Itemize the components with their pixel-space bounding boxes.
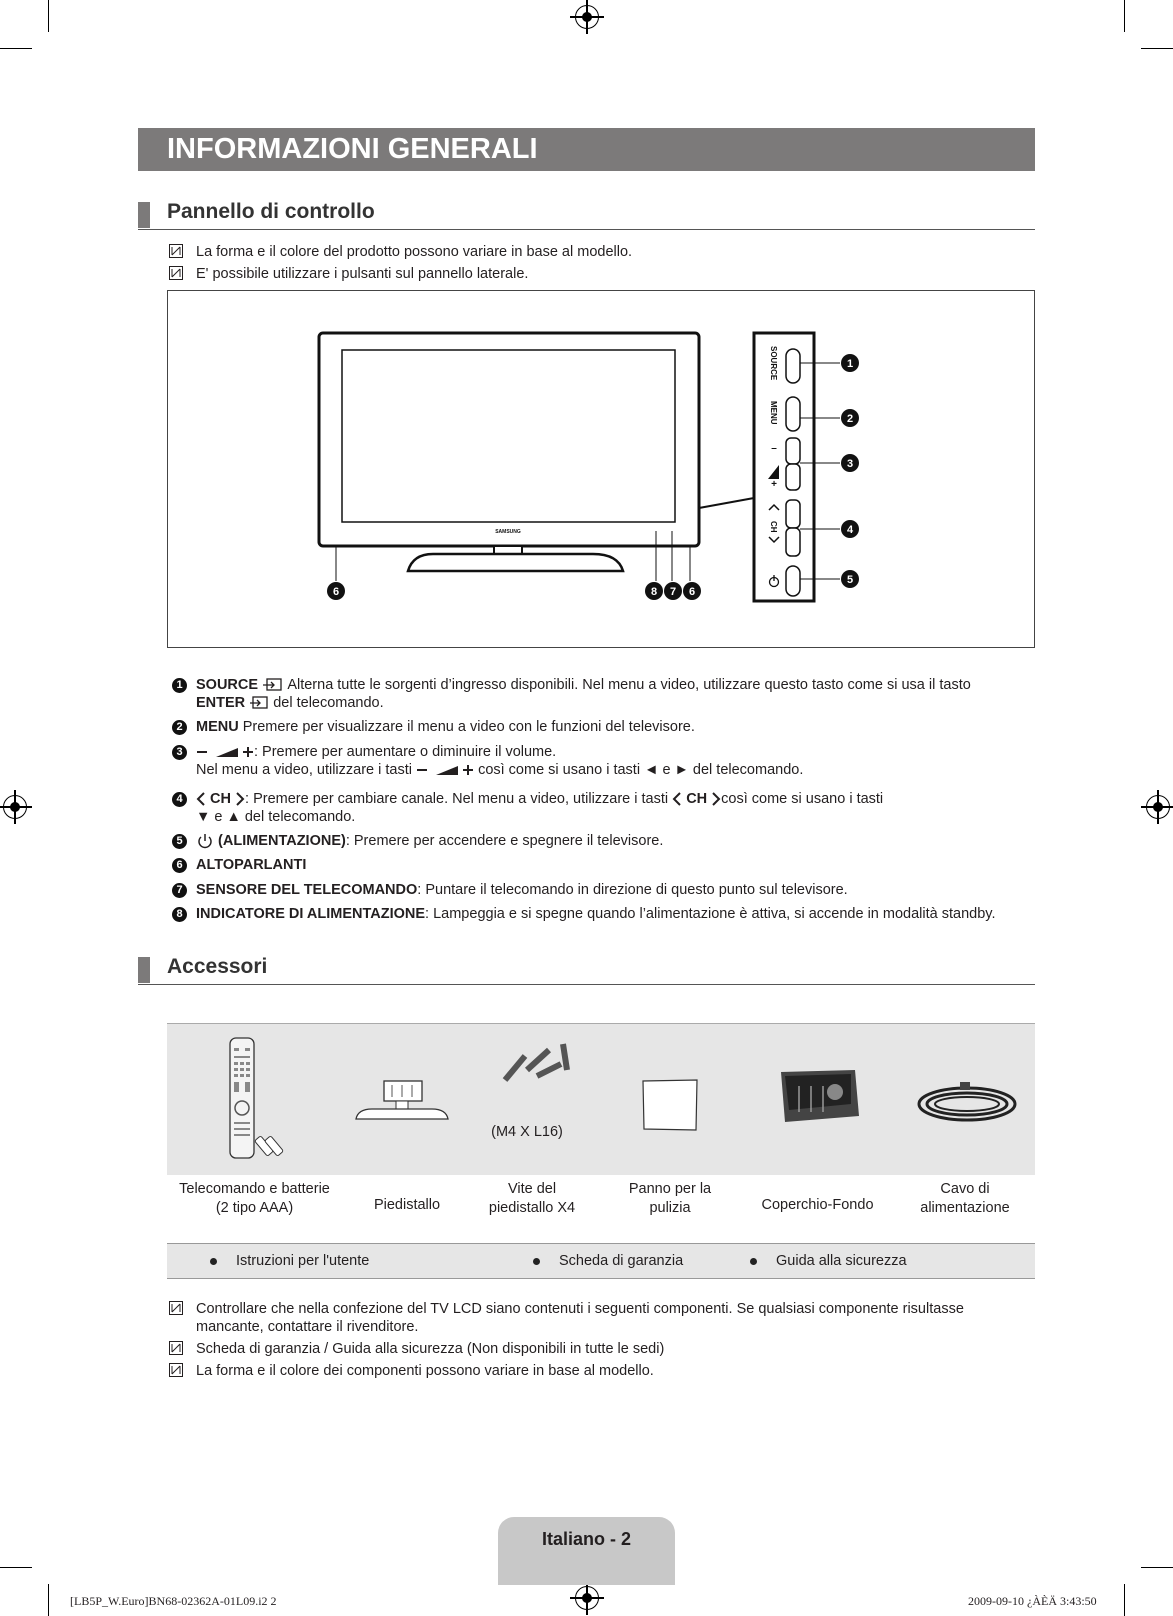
item-label: SOURCE bbox=[196, 677, 259, 693]
accessory-label-line: Vite del bbox=[507, 1181, 557, 1197]
accessory-label-stand bbox=[342, 1196, 472, 1215]
item-number: 6 bbox=[172, 858, 187, 873]
callout-2: 2 bbox=[846, 413, 854, 425]
volume-buttons-icon bbox=[416, 763, 474, 777]
section-heading-control-panel bbox=[138, 198, 1035, 230]
screw-spec: (M4 X L16) bbox=[491, 1124, 563, 1140]
crop-mark bbox=[48, 1584, 49, 1616]
document-label: Scheda di garanzia bbox=[559, 1253, 684, 1269]
item-text: : Premere per aumentare o diminuire il volume. bbox=[254, 744, 557, 760]
item-number: 2 bbox=[172, 720, 187, 735]
callout-3: 3 bbox=[846, 458, 854, 470]
page-number-tab bbox=[498, 1517, 675, 1585]
item-label: SENSORE DEL TELECOMANDO bbox=[196, 882, 418, 898]
volume-buttons-icon bbox=[196, 745, 254, 759]
section-title: Pannello di controllo bbox=[167, 200, 375, 223]
footer-file-ref: [LB5P_W.Euro]BN68-02362A-01L09.i2 2 bbox=[70, 1594, 277, 1608]
item-text: del telecomando. bbox=[273, 695, 384, 711]
screws-icon bbox=[497, 1036, 577, 1096]
item-text: Alterna tutte le sorgenti d’ingresso disponibili. Nel menu a video, utilizzare questo tasto come si usa il tasto bbox=[287, 677, 971, 693]
registration-mark-icon bbox=[3, 795, 27, 819]
accessory-label-line: Coperchio-Fondo bbox=[761, 1197, 874, 1213]
accessory-label-remote bbox=[167, 1180, 342, 1218]
accessory-label-line: Piedistallo bbox=[373, 1197, 441, 1213]
chevron-right-icon bbox=[711, 791, 721, 807]
chevron-right-icon bbox=[235, 791, 245, 807]
item-label-enter: ENTER bbox=[196, 695, 246, 711]
footer-timestamp: 2009-09-10 ¿ÀÈÄ 3:43:50 bbox=[968, 1594, 1097, 1608]
note-icon bbox=[169, 1301, 183, 1315]
item-number: 4 bbox=[172, 792, 187, 807]
bullet-icon bbox=[750, 1258, 757, 1265]
registration-mark-icon bbox=[575, 5, 599, 29]
note-text: La forma e il colore dei componenti possono variare in base al modello. bbox=[196, 1363, 654, 1379]
side-label-volume-plus: + bbox=[771, 479, 777, 490]
control-panel-figure bbox=[167, 290, 1035, 648]
crop-mark bbox=[1124, 0, 1125, 32]
item-text: Premere per visualizzare il menu a video con le funzioni del televisore. bbox=[242, 719, 695, 735]
item-label: (ALIMENTAZIONE) bbox=[218, 833, 346, 849]
page-title-bar bbox=[138, 128, 1035, 171]
item-label: CH bbox=[210, 791, 231, 807]
documents-row bbox=[167, 1243, 1035, 1279]
section-marker bbox=[138, 202, 150, 228]
cloth-icon bbox=[640, 1078, 700, 1132]
side-label-source: SOURCE bbox=[769, 346, 778, 381]
section-title: Accessori bbox=[167, 955, 268, 978]
power-cable-icon bbox=[912, 1080, 1022, 1130]
bullet-icon bbox=[533, 1258, 540, 1265]
note-icon bbox=[169, 1363, 183, 1377]
note-icon bbox=[169, 266, 183, 280]
item-text: Nel menu a video, utilizzare i tasti bbox=[196, 762, 412, 778]
accessory-label-cable bbox=[895, 1180, 1035, 1218]
accessory-label-line: Panno per la bbox=[628, 1181, 712, 1197]
item-text: ▼ e ▲ del telecomando. bbox=[196, 809, 356, 825]
tv-diagram bbox=[168, 291, 1036, 649]
crop-mark bbox=[1141, 1567, 1173, 1568]
chevron-left-icon bbox=[672, 791, 682, 807]
accessory-label-line: pulizia bbox=[649, 1200, 691, 1216]
item-number: 7 bbox=[172, 883, 187, 898]
page-title: INFORMAZIONI GENERALI bbox=[167, 133, 538, 165]
power-icon bbox=[196, 833, 214, 849]
callout-7: 7 bbox=[669, 586, 677, 598]
remote-control-icon bbox=[222, 1036, 292, 1166]
callout-6-right: 6 bbox=[688, 586, 696, 598]
page-number: Italiano - 2 bbox=[541, 1529, 631, 1549]
item-text: : Lampeggia e si spegne quando l’alimentazione è attiva, si accende in modalità standby. bbox=[425, 906, 996, 922]
section-marker bbox=[138, 957, 150, 983]
registration-mark-icon bbox=[1146, 795, 1170, 819]
note-icon bbox=[169, 1341, 183, 1355]
accessories-images bbox=[167, 1023, 1035, 1175]
accessory-label-line: Cavo di bbox=[940, 1181, 990, 1197]
callout-8: 8 bbox=[650, 586, 658, 598]
item-text: : Premere per cambiare canale. Nel menu a video, utilizzare i tasti bbox=[245, 791, 669, 807]
item-label: MENU bbox=[196, 719, 239, 735]
item-text: così come si usano i tasti ◄ e ► del telecomando. bbox=[478, 762, 804, 778]
source-icon bbox=[262, 678, 284, 692]
stand-icon bbox=[352, 1079, 452, 1129]
cover-icon bbox=[775, 1064, 865, 1130]
item-text: così come si usano i tasti bbox=[721, 791, 884, 807]
crop-mark bbox=[1141, 48, 1173, 49]
accessory-label-screws bbox=[462, 1180, 602, 1218]
crop-mark bbox=[48, 0, 49, 32]
accessory-label-line: piedistallo X4 bbox=[488, 1200, 576, 1216]
accessory-label-line: (2 tipo AAA) bbox=[215, 1200, 294, 1216]
accessory-label-cover bbox=[740, 1196, 895, 1215]
note-text: Controllare che nella confezione del TV LCD siano contenuti i seguenti componenti. Se qualsiasi componente risultasse mancante, contattare il rivenditore. bbox=[196, 1301, 964, 1335]
callout-4: 4 bbox=[846, 524, 854, 536]
note-text: Scheda di garanzia / Guida alla sicurezza (Non disponibili in tutte le sedi) bbox=[196, 1341, 665, 1357]
item-number: 8 bbox=[172, 907, 187, 922]
side-label-menu: MENU bbox=[769, 401, 778, 425]
registration-mark-icon bbox=[575, 1586, 599, 1610]
item-number: 3 bbox=[172, 745, 187, 760]
note-text: La forma e il colore del prodotto possono variare in base al modello. bbox=[196, 244, 633, 260]
note-text: E' possibile utilizzare i pulsanti sul pannello laterale. bbox=[196, 266, 529, 282]
bullet-icon bbox=[210, 1258, 217, 1265]
accessory-label-line: Telecomando e batterie bbox=[179, 1181, 330, 1197]
item-text: : Premere per accendere e spegnere il televisore. bbox=[345, 833, 664, 849]
chevron-left-icon bbox=[196, 791, 206, 807]
callout-6-left: 6 bbox=[332, 586, 340, 598]
accessory-label-line: alimentazione bbox=[920, 1200, 1010, 1216]
side-label-ch: CH bbox=[769, 521, 778, 533]
note-icon bbox=[169, 244, 183, 258]
item-label: INDICATORE DI ALIMENTAZIONE bbox=[196, 906, 426, 922]
item-label: ALTOPARLANTI bbox=[196, 857, 307, 873]
enter-icon bbox=[249, 696, 269, 710]
document-label: Guida alla sicurezza bbox=[776, 1253, 907, 1269]
callout-5: 5 bbox=[846, 574, 854, 586]
section-heading-accessories bbox=[138, 953, 1035, 985]
crop-mark bbox=[0, 1567, 32, 1568]
item-label: CH bbox=[686, 791, 708, 807]
item-number: 1 bbox=[172, 678, 187, 693]
crop-mark bbox=[0, 48, 32, 49]
side-label-volume-minus: – bbox=[771, 443, 777, 454]
crop-mark bbox=[1124, 1584, 1125, 1616]
document-label: Istruzioni per l'utente bbox=[236, 1253, 370, 1269]
brand-logo: SAMSUNG bbox=[495, 529, 521, 535]
callout-1: 1 bbox=[846, 358, 854, 370]
accessory-label-cloth bbox=[600, 1180, 740, 1218]
item-number: 5 bbox=[172, 834, 187, 849]
item-text: : Puntare il telecomando in direzione di questo punto sul televisore. bbox=[417, 882, 848, 898]
